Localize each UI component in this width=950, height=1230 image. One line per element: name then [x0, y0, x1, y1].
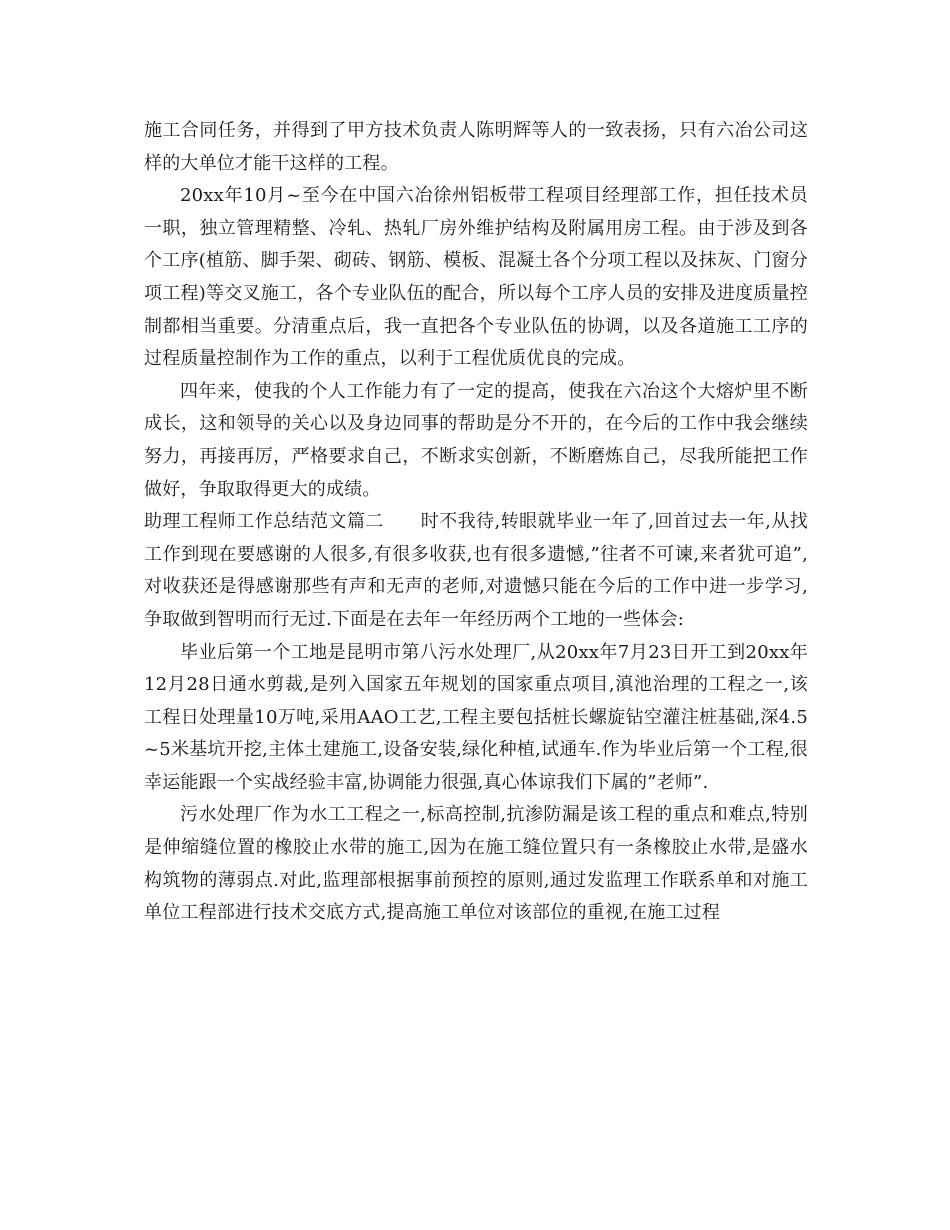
paragraph-5: 毕业后第一个工地是昆明市第八污水处理厂,从20xx年7月23日开工到20xx年12月28日通水剪裁,是列入国家五年规划的国家重点项目,滇池治理的工程之一,该工程日处理量10万吨,采用AAO工艺,工程主要包括桩长螺旋钻空灌注桩基础,深4.5~5米基坑开挖,主体土建施工,设备安装,绿化种植,试通车.作为毕业后第一个工程,很幸运能跟一个实战经验丰富,协调能力很强,真心体谅我们下属的”老师”. — [144, 641, 808, 793]
paragraph-2: 20xx年10月~至今在中国六冶徐州铝板带工程项目经理部工作，担任技术员一职，独立管理精整、冷轧、热轧厂房外维护结构及附属用房工程。由于涉及到各个工序(植筋、脚手架、砌砖、钢筋、模板、混凝土各个分项工程以及抹灰、门窗分项工程)等交叉施工，各个专业队伍的配合，所以每个工序人员的安排及进度质量控制都相当重要。分清重点后，我一直把各个专业队伍的协调，以及各道施工工序的过程质量控制作为工作的重点，以利于工程优质优良的完成。 — [144, 185, 808, 370]
paragraph-3: 四年来，使我的个人工作能力有了一定的提高，使我在六冶这个大熔炉里不断成长，这和领导的关心以及身边同事的帮助是分不开的，在今后的工作中我会继续努力，再接再厉，严格要求自己，不断求实创新，不断磨炼自己，尽我所能把工作做好，争取取得更大的成绩。 — [144, 380, 808, 500]
paragraph-1: 施工合同任务，并得到了甲方技术负责人陈明辉等人的一致表扬，只有六冶公司这样的大单位才能干这样的工程。 — [144, 120, 808, 174]
paragraph-4: 助理工程师工作总结范文篇二 时不我待,转眼就毕业一年了,回首过去一年,从找工作到现在要感谢的人很多,有很多收获,也有很多遗憾,”往者不可谏,来者犹可追”,对收获还是得感谢那些有声和无声的老师,对遗憾只能在今后的工作中进一步学习,争取做到智明而行无过.下面是在去年一年经历两个工地的一些体会: — [144, 511, 808, 630]
document-page — [144, 115, 808, 930]
paragraph-6: 污水处理厂作为水工工程之一,标高控制,抗渗防漏是该工程的重点和难点,特别是伸缩缝位置的橡胶止水带的施工,因为在施工缝位置只有一条橡胶止水带,是盛水构筑物的薄弱点.对此,监理部根据事前预控的原则,通过发监理工作联系单和对施工单位工程部进行技术交底方式,提高施工单位对该部位的重视,在施工过程 — [144, 804, 808, 924]
